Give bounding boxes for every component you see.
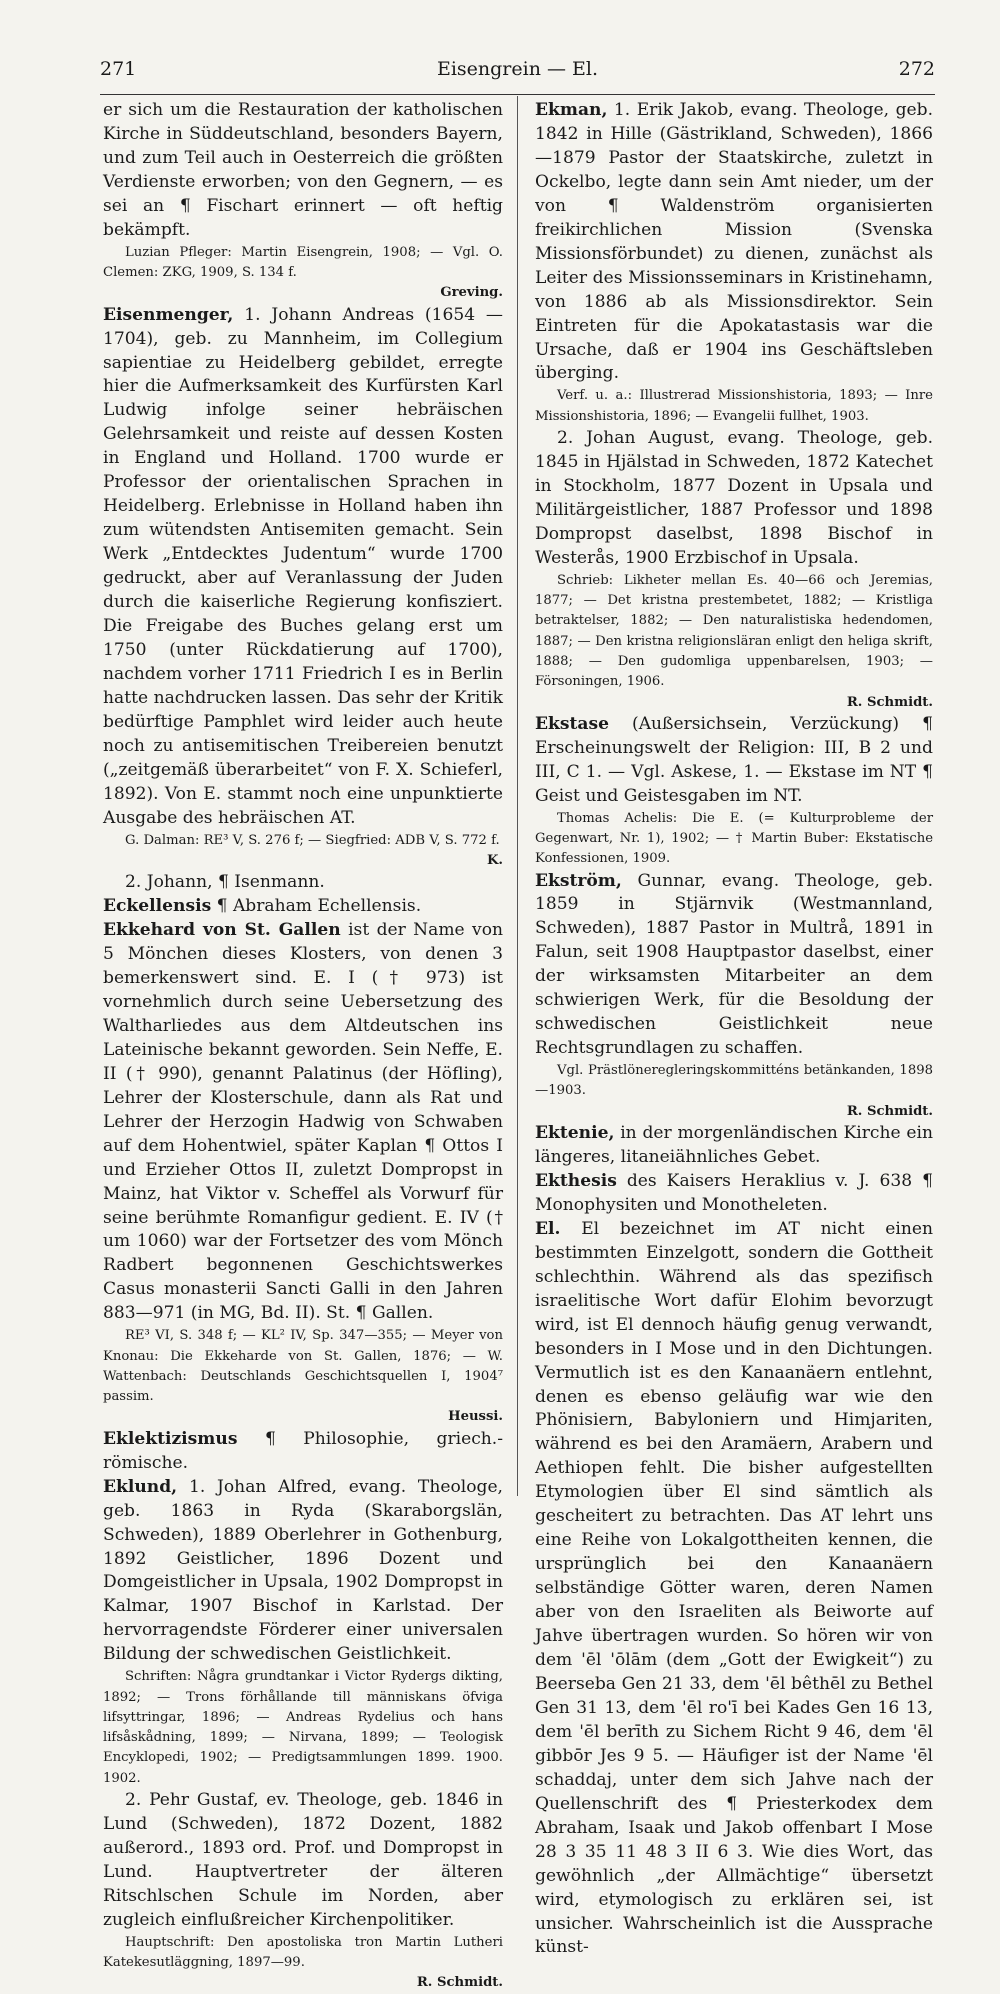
page-number-right: 272 [898, 58, 935, 80]
entry-body: (Außersichsein, Verzückung) ¶ Erscheinungswelt der Religion: III, B 2 und III, C 1. — Vgl. Askese, 1. — Ekstase im NT ¶ Geist und Geistesgaben im NT. [535, 713, 933, 806]
signature: Greving. [440, 285, 503, 301]
signature: R. Schmidt. [416, 1975, 503, 1991]
signature: R. Schmidt. [846, 694, 933, 710]
entry-body: El bezeichnet im AT nicht einen bestimmten Einzelgott, sondern die Gottheit schlechthin. Während als das spezifisch israelitische Wort dafür Elohim bevorzugt wird, ist El dennoch häufig genug verwandt, besonders in I Mose und in den Dichtungen. Vermutlich ist es den Kanaanäern entlehnt, denen es ebenso geläufig war wie den Phönisiern, Babyloniern und Himjariten, während es bei den Aramäern, Arabern und Aethiopen fehlt. Die bisher aufgestellten Etymologien über El sind sämtlich als gescheitert zu betrachten. Das AT lehrt uns eine Reihe von Lokalgottheiten kennen, die ursprünglich bei den Kanaanäern selbständige Götter waren, deren Namen aber von den Israeliten als Beiworte auf Jahve übertragen wurden. So hören wir von dem 'ēl 'ōlām (dem „Gott der Ewigkeit“) zu Beerseba Gen 21 33, dem 'ēl bêthēl zu Bethel Gen 31 13, dem 'ēl ro'ī bei Kades Gen 16 13, dem 'ēl berīth zu Sichem Richt 9 46, dem 'ēl gibbōr Jes 9 5. — Häufiger ist der Name 'ēl schaddaj, unter dem sich Jahve nach der Quellenschrift des ¶ Priesterkodex dem Abraham, Isaak und Jakob offenbart I Mose 28 3 35 11 48 3 II 6 3. Wie dies Wort, das gewöhnlich „der Allmächtige“ übersetzt wird, etymologisch zu erklären sei, ist unsicher. Wahrscheinlich ist die Aussprache künst- [535, 1218, 933, 1958]
entry-eisenmenger [103, 304, 503, 831]
entry-eklund-2: 2. Pehr Gustaf, ev. Theologe, geb. 1846 in Lund (Schweden), 1872 Dozent, 1882 außerord., 1893 ord. Prof. und Dompropst in Lund. Hauptvertreter der älteren Ritschlschen Schule im Norden, aber zugleich einflußreicher Kirchenpolitiker. [103, 1790, 503, 1930]
ref-eklund-2: Hauptschrift: Den apostoliska tron Martin Lutheri Katekesutläggning, 1897—99. [103, 1934, 503, 1971]
entry-eckellensis [103, 895, 503, 919]
entry-body: ist der Name von 5 Mönchen dieses Klosters, von denen 3 bemerkenswert sind. E. I († 973) ist vornehmlich durch seine Uebersetzung des Waltharliedes aus dem Altdeutschen ins Lateinische bekannt geworden. Sein Neffe, E. II († 990), genannt Palatinus (der Höfling), Lehrer der Klosterschule, dann als Rat und Lehrer der Herzogin Hadwig von Schwaben auf dem Hohentwiel, später Kaplan ¶ Ottos I und Erzieher Ottos II, zuletzt Dompropst in Mainz, hat Viktor v. Scheffel als Vorwurf für seine berühmte Romanfigur gedient. E. IV († um 1060) war der Fortsetzer des vom Mönch Radbert begonnenen Geschichtswerkes Casus monasterii Sancti Galli in den Jahren 883—971 (in MG, Bd. II). St. ¶ Gallen. [103, 920, 504, 1324]
header-rule [100, 94, 935, 95]
entry-body: 1. Erik Jakob, evang. Theologe, geb. 1842 in Hille (Gästrikland, Schweden), 1866 —1879 Pastor der Staatskirche, zuletzt in Ockelbo, legte dann sein Amt nieder, um der von ¶ Waldenström organisierten freikirchlichen Mission (Svenska Missionsförbundet) zu dienen, zunächst als Leiter des Missionsseminars in Kristinehamn, von 1886 ab als Missionsdirektor. Sein Eintreten für die Apokatastasis war die Ursache, daß er 1904 ins Geschäftsleben überging. [535, 100, 933, 384]
entry-headword: Ekkehard von St. Gallen [103, 920, 341, 941]
entry-body: ¶ Abraham Echellensis. [216, 896, 422, 917]
entry-eisenmenger-2: 2. Johann, ¶ Isenmann. [125, 872, 325, 893]
right-column [535, 99, 933, 1960]
ref-ekkehard: RE³ VI, S. 348 f; — KL² IV, Sp. 347—355; — Meyer von Knonau: Die Ekkeharde von St. Gallen, 1876; — W. Wattenbach: Deutschlands Geschichtsquellen I, 1904⁷ passim. [103, 1328, 503, 1405]
entry-ekkehard [103, 919, 503, 1326]
ref-ekstroem: Vgl. Prästlöneregleringskommitténs betänkanden, 1898 —1903. [535, 1063, 933, 1099]
entry-headword: Ektenie, [535, 1123, 615, 1144]
entry-ektenie [535, 1122, 933, 1170]
entry-headword: El. [535, 1218, 561, 1239]
signature: R. Schmidt. [846, 1103, 933, 1119]
entry-headword: Eklund, [103, 1476, 178, 1497]
column-rule [517, 96, 518, 1496]
entry-headword: Ekstase [535, 713, 609, 734]
entry-headword: Ekström, [535, 870, 622, 891]
entry-ekstroem [535, 870, 933, 1062]
entry-ekman [535, 99, 933, 386]
entry-eklund [103, 1476, 503, 1668]
entry-eisengrein-end: er sich um die Restauration der katholischen Kirche in Süddeutschland, besonders Bayern, und zum Teil auch in Oesterreich die größten Verdienste erworben; von den Gegnern, — es sei an ¶ Fischart erinnert — oft heftig bekämpft. [103, 100, 503, 240]
entry-headword: Eckellensis [103, 896, 212, 917]
signature: K. [486, 852, 503, 868]
ref-eklund: Schriften: Några grundtankar i Victor Rydergs dikting, 1892; — Trons förhållande till människans öfviga lifsyttringar, 1896; — Andreas Rydelius och hans lifsåskådning, 1899; — Nirvana, 1899; — Teologisk Encyklopedi, 1902; — Predigtsammlungen 1899. 1900. 1902. [103, 1669, 503, 1786]
running-title: Eisengrein — El. [436, 58, 599, 80]
entry-body: 1. Johann Andreas (1654 —1704), geb. zu Mannheim, im Collegium sapientiae zu Heidelberg gebildet, erregte hier die Aufmerksamkeit des Kurfürsten Karl Ludwig infolge seiner hebräischen Gelehrsamkeit und reiste auf dessen Kosten in England und Holland. 1700 wurde er Professor der orientalischen Sprachen in Heidelberg. Erlebnisse in Holland haben ihn zum wütendsten Antisemiten gemacht. Sein Werk „Entdecktes Judentum“ wurde 1700 gedruckt, aber auf Veranlassung der Juden durch die kaiserliche Regierung konfisziert. Die Freigabe des Buches gelang erst um 1750 (unter Rückdatierung auf 1700), nachdem vorher 1711 Friedrich I es in Berlin hatte nachdrucken lassen. Das sehr der Kritik bedürftige Pamphlet wird leider auch heute noch zu antisemitischen Treibereien benutzt („zeitgemäß überarbeitet“ von F. X. Schieferl, 1892). Von E. stammt noch eine unpunktierte Ausgabe des hebräischen AT. [103, 304, 503, 828]
entry-ekman-2: 2. Johan August, evang. Theologe, geb. 1845 in Hjälstad in Schweden, 1872 Katechet in Stockholm, 1877 Dozent in Upsala und Militärgeistlicher, 1887 Professor und 1898 Dompropst daselbst, 1898 Bischof in Westerås, 1900 Erzbischof in Upsala. [535, 428, 933, 568]
entry-ekstase [535, 713, 933, 809]
ref-eisenmenger: G. Dalman: RE³ V, S. 276 f; — Siegfried: ADB V, S. 772 f. [125, 832, 500, 848]
entry-ekthesis [535, 1170, 933, 1218]
entry-headword: Ekman, [535, 100, 608, 120]
ref-eisengrein: Luzian Pfleger: Martin Eisengrein, 1908; — Vgl. O. Clemen: ZKG, 1909, S. 134 f. [103, 244, 503, 281]
entry-eklektizismus [103, 1428, 503, 1476]
entry-body: Gunnar, evang. Theologe, geb. 1859 in Stjärnvik (Westmannland, Schweden), 1887 Pastor in Multrå, 1891 in Falun, seit 1908 Hauptpastor daselbst, einer der wirksamsten Mitarbeiter an dem schwierigen Werk, für die Besoldung der schwedischen Geistlichkeit neue Rechtsgrundlagen zu schaffen. [535, 870, 933, 1059]
entry-body: des Kaisers Heraklius v. J. 638 ¶ Monophysiten und Monotheleten. [535, 1170, 933, 1215]
ref-ekman-2: Schrieb: Likheter mellan Es. 40—66 och Jeremias, 1877; — Det kristna prestembetet, 1882; — Kristliga betraktelser, 1882; — Den naturalistiska hedendomen, 1887; — Den kristna religionsläran enligt den heliga skrift, 1888; — Den gudomliga uppenbarelsen, 1903; — Försoningen, 1906. [535, 572, 933, 690]
entry-headword: Eisenmenger, [103, 304, 234, 325]
entry-body: in der morgenländischen Kirche ein längeres, litaneiähnliches Gebet. [535, 1123, 933, 1167]
entry-body: 1. Johan Alfred, evang. Theologe, geb. 1863 in Ryda (Skaraborgslän, Schweden), 1889 Oberlehrer in Gothenburg, 1892 Geistlicher, 1896 Dozent und Domgeistlicher in Upsala, 1902 Dompropst in Kalmar, 1907 Bischof in Karlstad. Der hervorragendste Förderer einer universalen Bildung der schwedischen Geistlichkeit. [103, 1476, 503, 1665]
left-column [103, 99, 503, 1994]
page-number-left: 271 [100, 58, 137, 80]
page-header [100, 54, 935, 88]
ref-ekman: Verf. u. a.: Illustrerad Missionshistoria, 1893; — Inre Missionshistoria, 1896; — Evangelii fullhet, 1903. [535, 388, 933, 424]
entry-headword: Eklektizismus [103, 1428, 238, 1449]
entry-headword: Ekthesis [535, 1170, 617, 1191]
entry-el [535, 1218, 933, 1961]
ref-ekstase: Thomas Achelis: Die E. (= Kulturprobleme der Gegenwart, Nr. 1), 1902; — † Martin Buber: Ekstatische Konfessionen, 1909. [535, 810, 933, 867]
entry-body: ¶ Philosophie, griech.-römische. [103, 1428, 504, 1473]
signature: Heussi. [448, 1409, 503, 1425]
